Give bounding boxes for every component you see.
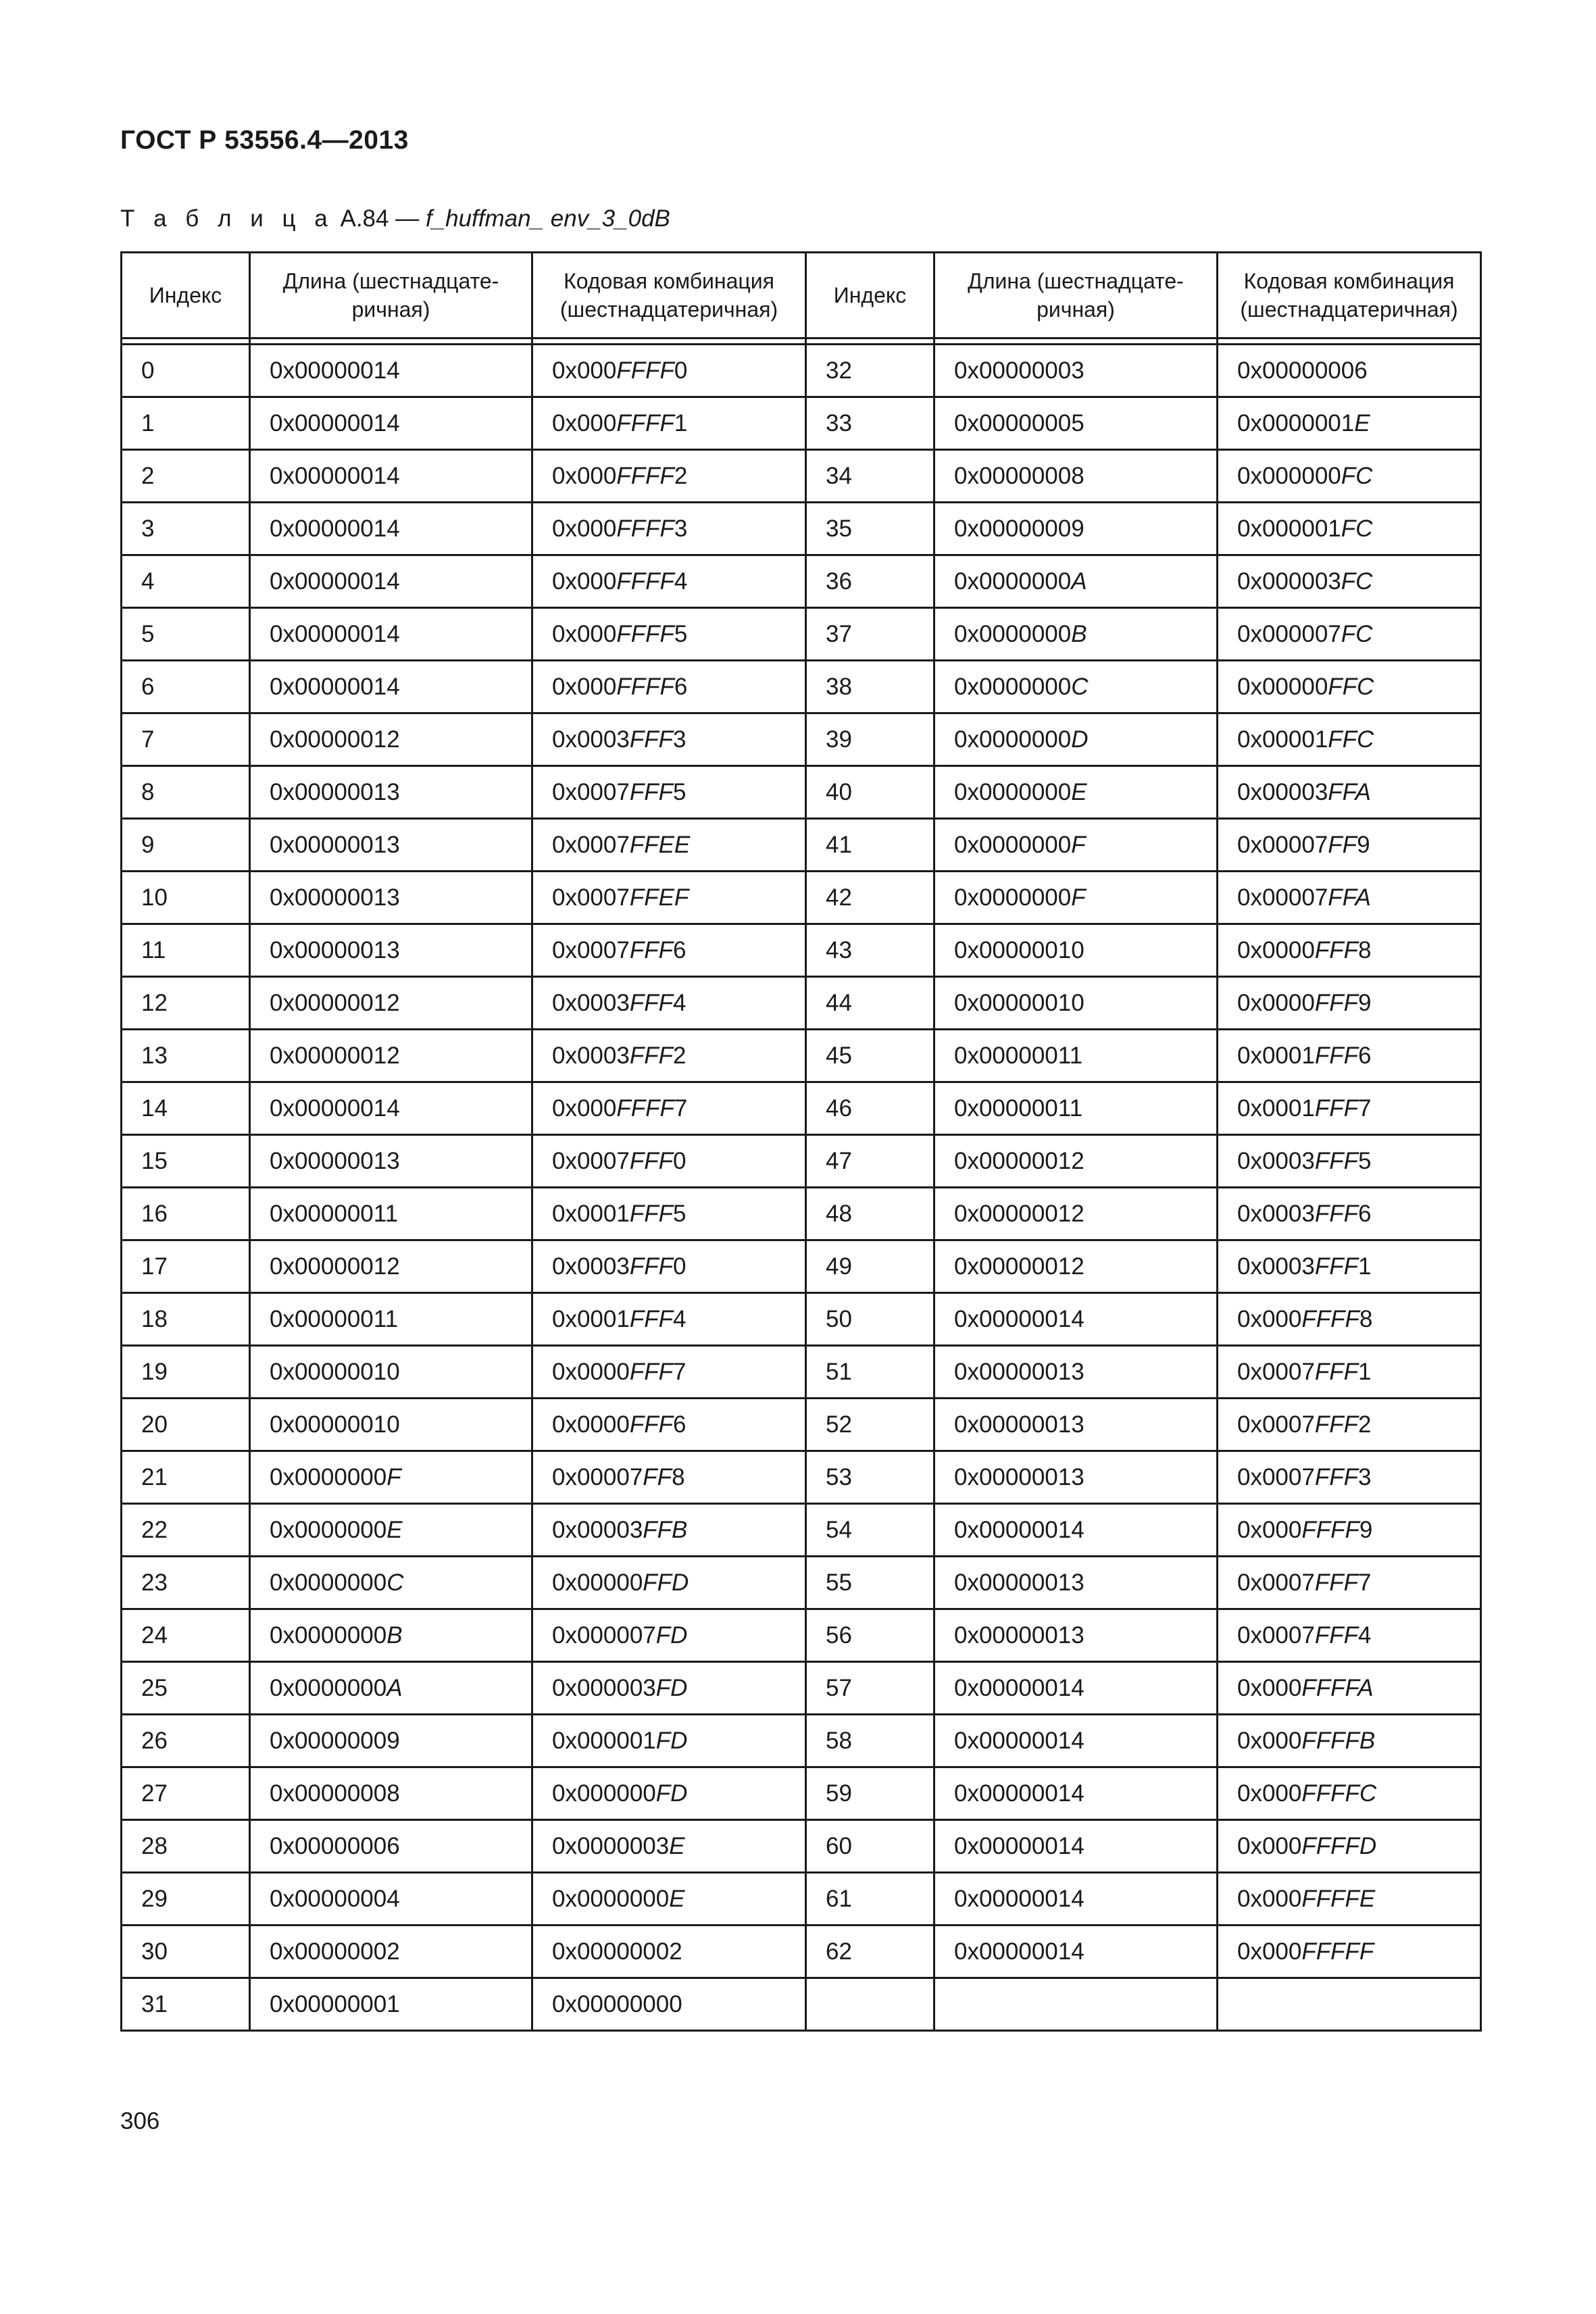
table-row	[122, 1609, 1481, 1662]
cell-index: 31	[122, 1978, 250, 2031]
cell-index: 7	[122, 713, 250, 766]
cell-code: 0x000FFFF9	[1218, 1504, 1481, 1557]
cell-length: 0x00000014	[250, 503, 532, 555]
cell-length: 0x00000010	[250, 1346, 532, 1399]
cell-length: 0x00000013	[250, 924, 532, 977]
cell-index: 14	[122, 1082, 250, 1135]
cell-length: 0x00000012	[934, 1135, 1218, 1188]
cell-length: 0x00000014	[250, 397, 532, 450]
cell-length: 0x00000014	[250, 450, 532, 503]
cell-code: 0x000FFFF7	[532, 1082, 806, 1135]
cell-length: 0x00000010	[250, 1399, 532, 1451]
cell-length: 0x0000000C	[934, 661, 1218, 713]
cell-length: 0x0000000D	[934, 713, 1218, 766]
table-row	[122, 819, 1481, 872]
cell-length: 0x00000008	[250, 1767, 532, 1820]
cell-index: 9	[122, 819, 250, 872]
table-row	[122, 1188, 1481, 1240]
table-row	[122, 503, 1481, 555]
cell-index: 44	[806, 977, 934, 1030]
column-header-length-left: Длина (шестнадцате-ричная)	[250, 253, 532, 338]
cell-code: 0x0007FFF4	[1218, 1609, 1481, 1662]
cell-index: 54	[806, 1504, 934, 1557]
cell-code: 0x000FFFF0	[532, 345, 806, 397]
cell-length: 0x0000000B	[934, 608, 1218, 661]
cell-index: 52	[806, 1399, 934, 1451]
cell-length: 0x00000014	[934, 1662, 1218, 1715]
cell-code: 0x0000FFF8	[1218, 924, 1481, 977]
column-header-index-right: Индекс	[806, 253, 934, 338]
huffman-table	[120, 251, 1482, 2032]
cell-index: 11	[122, 924, 250, 977]
cell-code: 0x00007FFA	[1218, 872, 1481, 924]
header-separator	[122, 338, 1481, 345]
table-row	[122, 1926, 1481, 1978]
cell-index: 40	[806, 766, 934, 819]
table-row	[122, 924, 1481, 977]
cell-index: 1	[122, 397, 250, 450]
cell-code: 0x00000FFC	[1218, 661, 1481, 713]
cell-length: 0x00000014	[250, 555, 532, 608]
cell-code	[1218, 1978, 1481, 2031]
table-row	[122, 1240, 1481, 1293]
cell-length: 0x0000000F	[934, 872, 1218, 924]
cell-length: 0x00000010	[934, 977, 1218, 1030]
cell-code: 0x0003FFF0	[532, 1240, 806, 1293]
cell-index: 41	[806, 819, 934, 872]
cell-length: 0x00000010	[934, 924, 1218, 977]
cell-index: 15	[122, 1135, 250, 1188]
cell-code: 0x000001FC	[1218, 503, 1481, 555]
cell-length: 0x00000011	[250, 1293, 532, 1346]
table-row	[122, 397, 1481, 450]
cell-code: 0x0001FFF4	[532, 1293, 806, 1346]
cell-length: 0x00000012	[250, 1240, 532, 1293]
cell-length: 0x0000000E	[250, 1504, 532, 1557]
cell-length: 0x0000000A	[250, 1662, 532, 1715]
cell-length: 0x00000012	[934, 1188, 1218, 1240]
cell-length: 0x00000009	[934, 503, 1218, 555]
cell-length: 0x00000002	[250, 1926, 532, 1978]
cell-index: 10	[122, 872, 250, 924]
table-row	[122, 661, 1481, 713]
cell-length: 0x00000013	[250, 1135, 532, 1188]
cell-code: 0x000FFFF1	[532, 397, 806, 450]
cell-index: 12	[122, 977, 250, 1030]
cell-length: 0x00000004	[250, 1873, 532, 1926]
cell-index: 38	[806, 661, 934, 713]
cell-code: 0x00003FFB	[532, 1504, 806, 1557]
cell-index: 56	[806, 1609, 934, 1662]
cell-code: 0x0003FFF2	[532, 1030, 806, 1082]
page-number: 306	[120, 2108, 160, 2134]
cell-index: 29	[122, 1873, 250, 1926]
cell-code: 0x0003FFF5	[1218, 1135, 1481, 1188]
table-caption	[120, 205, 670, 232]
cell-code: 0x000FFFF6	[532, 661, 806, 713]
cell-length: 0x00000013	[250, 872, 532, 924]
cell-code: 0x0000000E	[532, 1873, 806, 1926]
cell-length: 0x00000014	[934, 1820, 1218, 1873]
cell-index: 36	[806, 555, 934, 608]
cell-code: 0x0007FFF6	[532, 924, 806, 977]
table-row	[122, 1873, 1481, 1926]
cell-length: 0x00000006	[250, 1820, 532, 1873]
cell-code: 0x000FFFF4	[532, 555, 806, 608]
column-header-length-right: Длина (шестнадцате-ричная)	[934, 253, 1218, 338]
cell-length: 0x00000014	[934, 1926, 1218, 1978]
table-row	[122, 1504, 1481, 1557]
cell-index: 2	[122, 450, 250, 503]
cell-length: 0x00000013	[250, 766, 532, 819]
cell-code: 0x0003FFF1	[1218, 1240, 1481, 1293]
cell-index: 5	[122, 608, 250, 661]
cell-index: 20	[122, 1399, 250, 1451]
cell-code: 0x0000001E	[1218, 397, 1481, 450]
cell-index: 16	[122, 1188, 250, 1240]
cell-length: 0x00000012	[250, 713, 532, 766]
cell-length: 0x00000003	[934, 345, 1218, 397]
cell-length: 0x00000005	[934, 397, 1218, 450]
cell-code: 0x0007FFEE	[532, 819, 806, 872]
cell-index: 61	[806, 1873, 934, 1926]
cell-index: 3	[122, 503, 250, 555]
cell-code: 0x000FFFF2	[532, 450, 806, 503]
cell-index: 42	[806, 872, 934, 924]
cell-code: 0x000001FD	[532, 1715, 806, 1767]
cell-code: 0x00000FFD	[532, 1557, 806, 1609]
table-caption-label: Т а б л и ц а	[120, 205, 334, 232]
cell-code: 0x0001FFF7	[1218, 1082, 1481, 1135]
cell-length: 0x00000013	[934, 1451, 1218, 1504]
cell-length: 0x00000014	[934, 1873, 1218, 1926]
table-header-row	[122, 253, 1481, 338]
cell-index: 23	[122, 1557, 250, 1609]
cell-length: 0x00000014	[934, 1767, 1218, 1820]
cell-length: 0x00000011	[934, 1082, 1218, 1135]
table-row	[122, 345, 1481, 397]
cell-index: 50	[806, 1293, 934, 1346]
cell-index: 0	[122, 345, 250, 397]
cell-code: 0x000FFFF8	[1218, 1293, 1481, 1346]
cell-index: 46	[806, 1082, 934, 1135]
cell-code: 0x0000003E	[532, 1820, 806, 1873]
cell-index: 55	[806, 1557, 934, 1609]
cell-index: 27	[122, 1767, 250, 1820]
cell-index: 59	[806, 1767, 934, 1820]
cell-code: 0x000007FC	[1218, 608, 1481, 661]
cell-index: 53	[806, 1451, 934, 1504]
cell-length: 0x0000000A	[934, 555, 1218, 608]
cell-length: 0x00000012	[934, 1240, 1218, 1293]
table-row	[122, 555, 1481, 608]
cell-index: 32	[806, 345, 934, 397]
cell-code: 0x0007FFF7	[1218, 1557, 1481, 1609]
cell-index: 60	[806, 1820, 934, 1873]
cell-index: 49	[806, 1240, 934, 1293]
cell-length: 0x00000014	[250, 661, 532, 713]
cell-index: 4	[122, 555, 250, 608]
cell-length: 0x00000014	[934, 1715, 1218, 1767]
cell-code: 0x0007FFF5	[532, 766, 806, 819]
cell-code: 0x00000000	[532, 1978, 806, 2031]
cell-length: 0x00000013	[250, 819, 532, 872]
cell-length: 0x0000000B	[250, 1609, 532, 1662]
cell-length: 0x00000014	[934, 1293, 1218, 1346]
cell-length: 0x00000012	[250, 977, 532, 1030]
cell-length: 0x0000000E	[934, 766, 1218, 819]
table-row	[122, 1346, 1481, 1399]
cell-index: 13	[122, 1030, 250, 1082]
cell-code: 0x0000FFF6	[532, 1399, 806, 1451]
cell-code: 0x00003FFA	[1218, 766, 1481, 819]
cell-code: 0x0000FFF9	[1218, 977, 1481, 1030]
cell-code: 0x000003FD	[532, 1662, 806, 1715]
cell-code: 0x0007FFF0	[532, 1135, 806, 1188]
cell-index: 18	[122, 1293, 250, 1346]
cell-code: 0x000FFFFF	[1218, 1926, 1481, 1978]
cell-code: 0x000FFFFB	[1218, 1715, 1481, 1767]
cell-code: 0x00000002	[532, 1926, 806, 1978]
table-row	[122, 872, 1481, 924]
cell-code: 0x00001FFC	[1218, 713, 1481, 766]
cell-code: 0x000000FC	[1218, 450, 1481, 503]
table-row	[122, 766, 1481, 819]
table-row	[122, 1399, 1481, 1451]
cell-index: 22	[122, 1504, 250, 1557]
table-row	[122, 1978, 1481, 2031]
cell-index: 35	[806, 503, 934, 555]
cell-code: 0x0003FFF6	[1218, 1188, 1481, 1240]
cell-length: 0x00000009	[250, 1715, 532, 1767]
cell-length: 0x00000014	[250, 608, 532, 661]
cell-code: 0x00000006	[1218, 345, 1481, 397]
cell-index: 28	[122, 1820, 250, 1873]
cell-length: 0x00000012	[250, 1030, 532, 1082]
cell-code: 0x000FFFF5	[532, 608, 806, 661]
cell-code: 0x000000FD	[532, 1767, 806, 1820]
cell-index: 34	[806, 450, 934, 503]
cell-length: 0x0000000F	[250, 1451, 532, 1504]
cell-length: 0x0000000C	[250, 1557, 532, 1609]
cell-code: 0x00007FF8	[532, 1451, 806, 1504]
column-header-code-left: Кодовая комбинация (шестнадцатеричная)	[532, 253, 806, 338]
column-header-code-right: Кодовая комбинация (шестнадцатеричная)	[1218, 253, 1481, 338]
table-row	[122, 713, 1481, 766]
table-body	[122, 338, 1481, 2031]
cell-code: 0x0003FFF4	[532, 977, 806, 1030]
cell-index: 25	[122, 1662, 250, 1715]
cell-code: 0x000FFFFA	[1218, 1662, 1481, 1715]
cell-length: 0x00000013	[934, 1399, 1218, 1451]
cell-index: 37	[806, 608, 934, 661]
cell-code: 0x0001FFF6	[1218, 1030, 1481, 1082]
cell-length: 0x00000013	[934, 1346, 1218, 1399]
cell-index: 48	[806, 1188, 934, 1240]
cell-length: 0x0000000F	[934, 819, 1218, 872]
cell-length	[934, 1978, 1218, 2031]
table-row	[122, 977, 1481, 1030]
cell-length: 0x00000013	[934, 1557, 1218, 1609]
table-row	[122, 608, 1481, 661]
cell-length: 0x00000001	[250, 1978, 532, 2031]
cell-code: 0x0003FFF3	[532, 713, 806, 766]
document-header: ГОСТ Р 53556.4—2013	[120, 126, 409, 155]
cell-index: 24	[122, 1609, 250, 1662]
cell-code: 0x0007FFF2	[1218, 1399, 1481, 1451]
table-row	[122, 1451, 1481, 1504]
table-row	[122, 1082, 1481, 1135]
cell-index: 19	[122, 1346, 250, 1399]
cell-index: 45	[806, 1030, 934, 1082]
cell-code: 0x000FFFFE	[1218, 1873, 1481, 1926]
cell-length: 0x00000014	[250, 345, 532, 397]
cell-index: 21	[122, 1451, 250, 1504]
cell-code: 0x000FFFFD	[1218, 1820, 1481, 1873]
table-row	[122, 1715, 1481, 1767]
table-row	[122, 1557, 1481, 1609]
cell-code: 0x000FFFFC	[1218, 1767, 1481, 1820]
cell-length: 0x00000011	[934, 1030, 1218, 1082]
cell-index: 51	[806, 1346, 934, 1399]
cell-index: 26	[122, 1715, 250, 1767]
cell-code: 0x00007FF9	[1218, 819, 1481, 872]
cell-length: 0x00000013	[934, 1609, 1218, 1662]
column-header-index-left: Индекс	[122, 253, 250, 338]
table-row	[122, 1662, 1481, 1715]
cell-length: 0x00000014	[934, 1504, 1218, 1557]
table-row	[122, 1767, 1481, 1820]
cell-code: 0x000007FD	[532, 1609, 806, 1662]
cell-index: 17	[122, 1240, 250, 1293]
cell-code: 0x0007FFEF	[532, 872, 806, 924]
cell-code: 0x0001FFF5	[532, 1188, 806, 1240]
cell-index: 30	[122, 1926, 250, 1978]
cell-code: 0x000FFFF3	[532, 503, 806, 555]
cell-index: 6	[122, 661, 250, 713]
table-row	[122, 1293, 1481, 1346]
cell-length: 0x00000008	[934, 450, 1218, 503]
cell-index: 62	[806, 1926, 934, 1978]
cell-index: 57	[806, 1662, 934, 1715]
cell-index: 39	[806, 713, 934, 766]
table-row	[122, 1135, 1481, 1188]
cell-index: 43	[806, 924, 934, 977]
cell-length: 0x00000014	[250, 1082, 532, 1135]
cell-index: 33	[806, 397, 934, 450]
table-row	[122, 1820, 1481, 1873]
cell-code: 0x000003FC	[1218, 555, 1481, 608]
cell-length: 0x00000011	[250, 1188, 532, 1240]
cell-index: 58	[806, 1715, 934, 1767]
table-caption-number: А.84 —	[340, 205, 420, 232]
table-row	[122, 1030, 1481, 1082]
table-caption-name: f_huffman_ env_3_0dB	[425, 205, 670, 232]
cell-code: 0x0000FFF7	[532, 1346, 806, 1399]
cell-index: 47	[806, 1135, 934, 1188]
cell-index	[806, 1978, 934, 2031]
table-row	[122, 450, 1481, 503]
cell-index: 8	[122, 766, 250, 819]
cell-code: 0x0007FFF1	[1218, 1346, 1481, 1399]
cell-code: 0x0007FFF3	[1218, 1451, 1481, 1504]
